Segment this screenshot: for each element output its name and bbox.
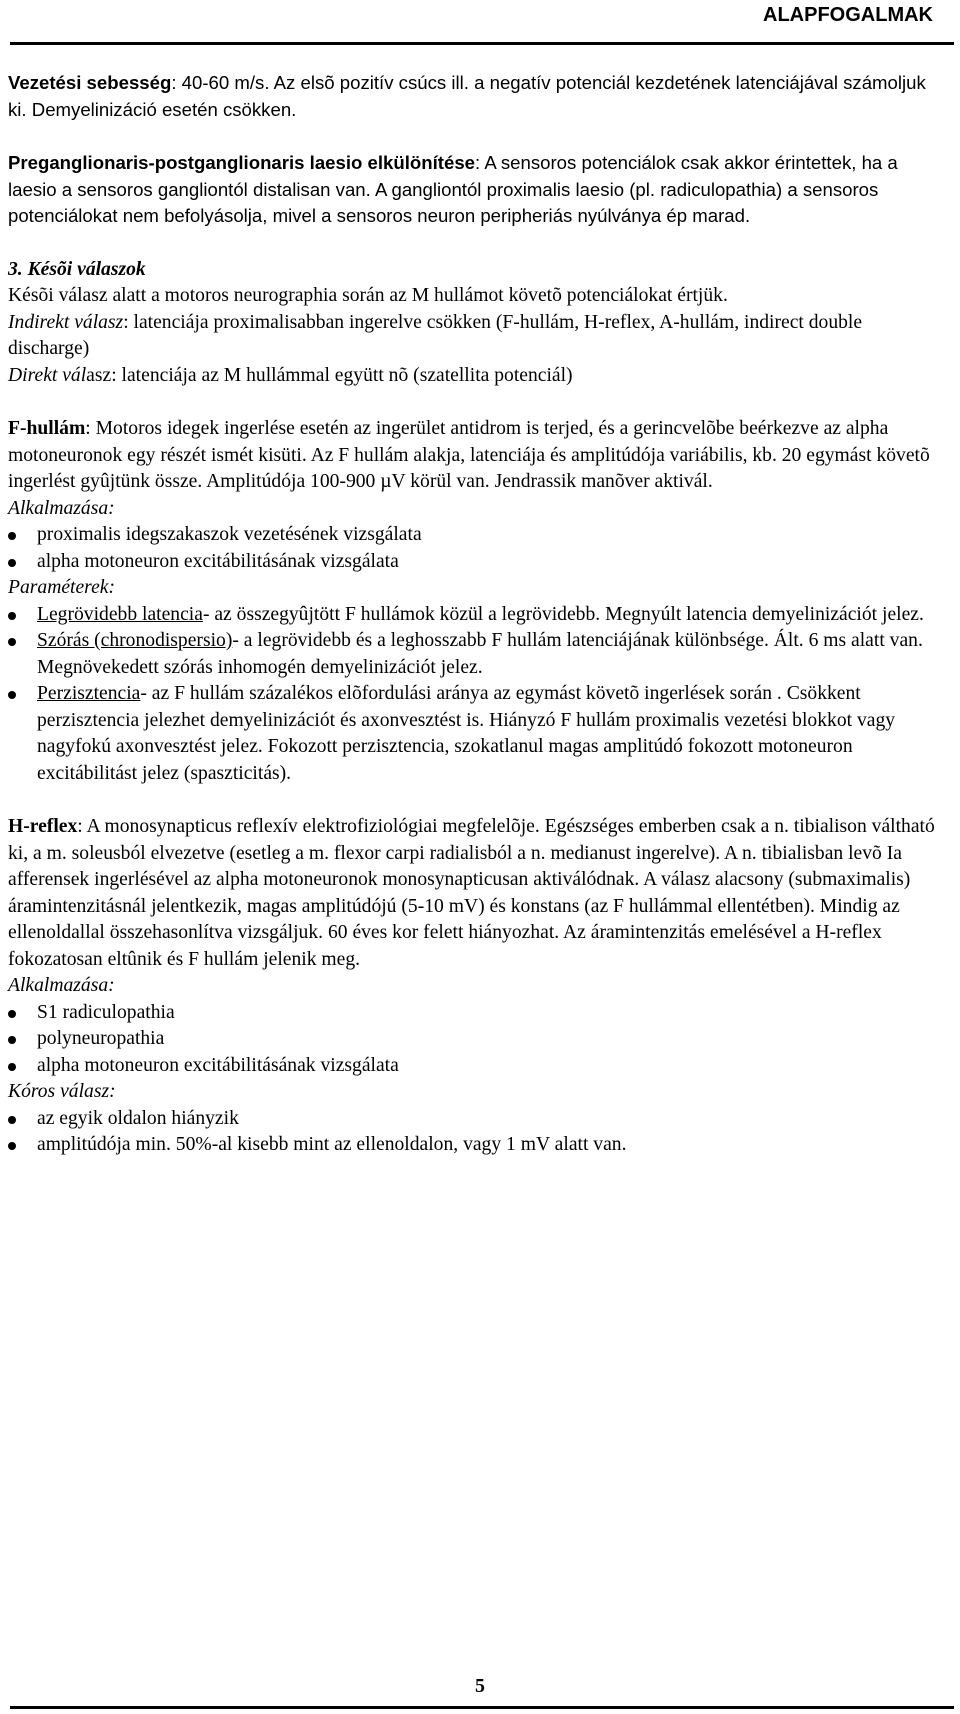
list-item: proximalis idegszakaszok vezetésének vizsgálata xyxy=(8,522,948,549)
direct-response-label-b: asz xyxy=(86,364,112,386)
list-item: amplitúdója min. 50%-al kisebb mint az ellenoldalon, vagy 1 mV alatt van. xyxy=(8,1132,948,1159)
list-item xyxy=(8,628,948,681)
preganglionic-text: : A sensoros potenciálok csak akkor érintettek, ha a laesio a sensoros gangliontól distalisan van. A gangliontól proximalis laesio (pl. radiculopathia) a sensoros potenciálokat nem befolyásolja, mivel a sensoros neuron peripheriás nyúlványa ép marad. xyxy=(8,152,898,226)
h-reflex-paragraph xyxy=(8,814,948,973)
parameter-text: - az összegyûjtött F hullámok közül a legrövidebb. Megnyúlt latencia demyelinizációt jelez. xyxy=(202,603,924,625)
h-reflex-applications-label: Alkalmazása: xyxy=(8,975,115,996)
list-item xyxy=(8,681,948,787)
direct-response-paragraph xyxy=(8,363,948,390)
preganglionic-paragraph xyxy=(8,150,948,230)
h-reflex-applications-list xyxy=(8,1000,948,1080)
direct-response-label-a: Direkt vál xyxy=(8,364,87,386)
h-reflex-text: : A monosynapticus reflexív elektrofiziológiai megfelelõje. Egészséges emberben csak a n. tibialison váltható ki, a m. soleusból elvezetve (esetleg a m. flexor carpi radialisból a n. medianust ingerelve). A n. tibialisban levõ Ia afferensek ingerlésével az alpha motoneuronok monosynapticusan aktiválódnak. A válasz alacsony (submaximalis) áramintenzitásnál jelentkezik, magas amplitúdójú (5-10 mV) és konstans (az F hullámmal ellentétben). Mindig az ellenoldallal összehasonlítva vizsgáljuk. 60 éves kor felett hiányozhat. Az áramintenzitás emelésével a H-reflex fokozatosan eltûnik és F hullám jelenik meg. xyxy=(8,816,935,970)
page-number: 5 xyxy=(475,1675,485,1697)
header-rule xyxy=(10,42,954,45)
direct-response-text: : latenciája az M hullámmal együtt nõ (szatellita potenciál) xyxy=(111,364,573,386)
indirect-response-text: : latenciája proximalisabban ingerelve csökken (F-hullám, H-reflex, A-hullám, indirect double discharge) xyxy=(8,311,863,359)
f-wave-parameters-list xyxy=(8,602,948,788)
parameter-term: Legrövidebb latencia xyxy=(37,603,203,625)
parameter-text: - az F hullám százalékos elõfordulási aránya az egymást követõ ingerlések során . Csökkent perzisztencia jelezhet demyelinizációt és axonvesztést is. Hiányzó F hullám proximalis vezetési blokkot vagy nagyfokú axonvesztést jelez. Fokozott perzisztencia, szokatlanul magas amplitúdó fokozott motoneuron excitábilitást jelez (spaszticitás). xyxy=(37,683,896,784)
conduction-label: Vezetési sebesség xyxy=(8,72,172,93)
h-reflex-label: H-reflex xyxy=(8,816,78,837)
list-item: az egyik oldalon hiányzik xyxy=(8,1106,948,1133)
late-responses-intro: Késõi válasz alatt a motoros neurographia során az M hullámot követõ potenciálokat értjük. xyxy=(8,285,728,306)
preganglionic-label: Preganglionaris-postganglionaris laesio elkülönítése xyxy=(8,152,476,173)
f-wave-label: F-hullám xyxy=(8,418,86,439)
h-reflex-abnormal-list xyxy=(8,1106,948,1159)
list-item: alpha motoneuron excitábilitásának vizsgálata xyxy=(8,549,948,576)
parameter-term: Perzisztencia xyxy=(37,683,141,704)
f-wave-text: : Motoros idegek ingerlése esetén az ingerület antidrom is terjed, és a gerincvelõbe beérkezve az alpha motoneuronok egy részét ismét kisüti. Az F hullám alakja, latenciája és amplitúdója variábilis, kb. 20 egymást követõ ingerlést gyûjtünk össze. Amplitúdója 100-900 µV körül van. Jendrassik manõver aktivál. xyxy=(8,418,930,492)
document-body xyxy=(8,70,948,1159)
list-item: alpha motoneuron excitábilitásának vizsgálata xyxy=(8,1053,948,1080)
list-item: S1 radiculopathia xyxy=(8,1000,948,1027)
f-wave-applications-list xyxy=(8,522,948,575)
f-wave-applications-label: Alkalmazása: xyxy=(8,497,115,519)
indirect-response-label: Indirekt válasz xyxy=(8,311,124,333)
h-reflex-abnormal-label: Kóros válasz: xyxy=(8,1081,116,1102)
footer-rule xyxy=(10,1706,954,1709)
list-item: polyneuropathia xyxy=(8,1026,948,1053)
conduction-paragraph xyxy=(8,70,948,123)
indirect-response-paragraph xyxy=(8,310,948,363)
parameter-term: Szórás (chronodispersio) xyxy=(37,630,233,651)
f-wave-parameters-label: Paraméterek: xyxy=(8,577,115,598)
late-responses-heading: 3. Késõi válaszok xyxy=(8,258,146,280)
conduction-text: : 40-60 m/s. Az elsõ pozitív csúcs ill. a negatív potenciál kezdetének latenciájával számoljuk ki. Demyelinizáció esetén csökken. xyxy=(8,72,926,120)
header-title: ALAPFOGALMAK xyxy=(763,4,933,26)
list-item xyxy=(8,602,948,629)
parameter-text: - a legrövidebb és a leghosszabb F hullám latenciájának különbsége. Ált. 6 ms alatt van. Megnövekedett szórás inhomogén demyelinizációt jelez. xyxy=(37,630,923,678)
page-header xyxy=(0,0,960,26)
f-wave-paragraph xyxy=(8,416,948,496)
